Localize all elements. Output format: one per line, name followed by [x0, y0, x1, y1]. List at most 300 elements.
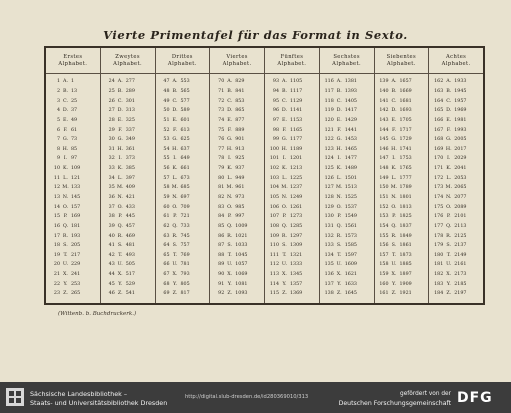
sheet-number: 53: [163, 137, 170, 143]
alphabet-column: [320, 48, 375, 303]
table-row: [156, 251, 210, 260]
signature-letter: N.: [62, 195, 69, 200]
page-number: 601: [180, 117, 190, 123]
table-row: [375, 87, 429, 96]
page-number: 481: [125, 243, 135, 249]
signature-letter: Z.: [336, 291, 342, 297]
table-row: [210, 193, 264, 202]
page-number: 1153: [290, 117, 303, 123]
sheet-number: 170: [434, 156, 444, 162]
sheet-number: 119: [324, 108, 334, 114]
table-row: [156, 164, 210, 173]
signature-letter: Q.: [62, 223, 69, 229]
signature-letter: Z.: [391, 291, 397, 297]
signature-letter: A.: [117, 79, 123, 85]
sheet-number: 167: [434, 127, 444, 133]
signature-letter: D.: [117, 108, 123, 114]
page-number: 1729: [399, 137, 412, 143]
table-row: [375, 154, 429, 163]
table-row: [429, 174, 483, 183]
signature-letter: L.: [172, 175, 178, 181]
signature-letter: K.: [172, 166, 178, 172]
library-name-line-1[interactable]: Sächsische Landesbibliothek –: [30, 390, 128, 398]
page-number: 313: [125, 108, 135, 114]
signature-letter: H.: [226, 146, 233, 152]
alphabet-column: [46, 48, 101, 303]
table-row: [210, 145, 264, 154]
slub-logo-icon[interactable]: [6, 388, 24, 406]
table-row: [375, 164, 429, 173]
signature-letter: C.: [62, 98, 69, 104]
page-number: 1945: [454, 88, 467, 94]
signature-letter: A.: [172, 79, 178, 85]
permalink-url[interactable]: http://digital.slub-dresden.de/id280369010/313: [185, 394, 309, 400]
table-row: [101, 164, 155, 173]
sheet-number: 174: [434, 195, 444, 200]
signature-letter: P.: [63, 214, 68, 220]
sheet-number: 21: [53, 272, 60, 278]
sheet-number: 41: [108, 243, 115, 249]
column-header-ordinal: Achtes: [446, 53, 467, 60]
table-row: [101, 126, 155, 135]
sheet-number: 121: [324, 127, 334, 133]
signature-letter: D.: [446, 108, 452, 114]
sheet-number: 109: [269, 233, 279, 239]
sheet-number: 28: [108, 117, 115, 123]
sheet-number: 96: [272, 108, 279, 114]
page-number: 1717: [399, 127, 412, 133]
table-row: [429, 87, 483, 96]
sheet-number: 172: [434, 175, 444, 181]
signature-letter: B.: [281, 88, 288, 94]
signature-letter: H.: [281, 146, 288, 152]
page-number: 169: [71, 214, 81, 220]
table-row: [265, 77, 319, 86]
signature-letter: L.: [282, 175, 287, 181]
alphabet-column: [156, 48, 211, 303]
signature-letter: O.: [336, 204, 342, 210]
signature-letter: K.: [391, 166, 397, 172]
table-row: [210, 116, 264, 125]
table-row: [46, 193, 100, 202]
table-row: [320, 77, 374, 86]
table-row: [46, 106, 100, 115]
sheet-number: 52: [163, 127, 170, 133]
page-number: 1921: [399, 291, 412, 297]
table-row: [265, 280, 319, 289]
page-number: 745: [180, 233, 190, 239]
page-number: 2101: [454, 214, 467, 220]
table-row: [101, 174, 155, 183]
table-row: [101, 77, 155, 86]
table-row: [156, 289, 210, 298]
signature-letter: A.: [282, 79, 287, 85]
table-row: [265, 154, 319, 163]
signature-letter: F.: [282, 127, 287, 133]
sheet-number: 24: [108, 79, 115, 85]
table-row: [375, 77, 429, 86]
page-number: 649: [180, 156, 190, 162]
table-row: [101, 241, 155, 250]
table-row: [375, 241, 429, 250]
table-row: [46, 270, 100, 279]
signature-letter: T.: [337, 252, 342, 258]
sheet-number: 153: [379, 214, 389, 220]
column-body: [429, 74, 483, 303]
page-number: 673: [180, 175, 190, 181]
signature-letter: H.: [172, 146, 178, 152]
table-row: [320, 232, 374, 241]
table-row: [265, 260, 319, 269]
table-row: [156, 106, 210, 115]
table-row: [375, 289, 429, 298]
sheet-number: 140: [379, 88, 389, 94]
table-row: [46, 97, 100, 106]
table-row: [46, 222, 100, 231]
signature-letter: G.: [391, 137, 397, 143]
page-number: 973: [235, 195, 245, 200]
page-number: 1033: [235, 243, 248, 249]
signature-letter: U.: [117, 262, 123, 268]
table-row: [265, 135, 319, 144]
page-number: 97: [71, 156, 78, 162]
page-number: 1537: [344, 204, 357, 210]
signature-letter: I.: [392, 156, 396, 162]
page-number: 1825: [399, 214, 412, 220]
signature-letter: O.: [172, 204, 178, 210]
table-row: [375, 106, 429, 115]
signature-letter: U.: [446, 262, 452, 268]
sheet-number: 113: [269, 272, 279, 278]
table-row: [101, 116, 155, 125]
table-row: [375, 203, 429, 212]
table-row: [46, 251, 100, 260]
page-number: 73: [71, 137, 78, 143]
column-header: [265, 48, 319, 74]
table-row: [429, 222, 483, 231]
page-number: 1009: [235, 223, 248, 229]
signature-letter: K.: [117, 166, 123, 172]
sheet-number: 80: [218, 175, 225, 181]
table-row: [156, 203, 210, 212]
table-row: [156, 193, 210, 202]
signature-letter: H.: [445, 146, 452, 152]
page-number: 1621: [344, 272, 357, 278]
sheet-number: 71: [218, 88, 225, 94]
table-row: [101, 145, 155, 154]
signature-letter: P.: [173, 214, 177, 220]
viewer-footer: [0, 382, 511, 413]
page-number: 817: [180, 291, 190, 297]
sheet-number: 146: [379, 146, 389, 152]
page-number: 1741: [399, 146, 412, 152]
sheet-number: 67: [163, 272, 170, 278]
signature-letter: G.: [172, 137, 178, 143]
signature-letter: A.: [446, 79, 452, 85]
table-row: [210, 135, 264, 144]
table-row: [320, 164, 374, 173]
sheet-number: 64: [163, 243, 170, 249]
page-number: 2173: [454, 272, 467, 278]
signature-letter: D.: [281, 108, 288, 114]
signature-letter: U.: [281, 262, 288, 268]
page-number: 877: [235, 117, 245, 123]
sheet-number: 43: [108, 262, 115, 268]
signature-letter: C.: [172, 98, 178, 104]
column-header-label: Alphabet.: [113, 60, 143, 67]
sheet-number: 40: [108, 233, 115, 239]
page-number: 1705: [399, 117, 412, 123]
page-number: 1453: [344, 137, 357, 143]
sheet-number: 117: [324, 88, 334, 94]
table-row: [375, 116, 429, 125]
sheet-number: 129: [324, 204, 334, 210]
signature-letter: X.: [336, 272, 342, 278]
page-number: 2005: [454, 137, 467, 143]
signature-letter: H.: [117, 146, 124, 152]
page-number: 49: [71, 117, 78, 123]
page-number: 349: [125, 137, 135, 143]
table-row: [156, 270, 210, 279]
sheet-number: 183: [434, 281, 444, 287]
page-number: 1021: [235, 233, 248, 239]
table-row: [320, 251, 374, 260]
sheet-number: 42: [108, 252, 115, 258]
signature-letter: K.: [227, 166, 233, 172]
table-row: [375, 135, 429, 144]
table-row: [265, 289, 319, 298]
table-row: [156, 77, 210, 86]
signature-letter: M.: [445, 185, 452, 191]
signature-letter: Z.: [63, 291, 68, 297]
page-number: 145: [71, 195, 81, 200]
signature-letter: T.: [118, 252, 123, 258]
sheet-number: 94: [272, 88, 279, 94]
page-number: 1813: [399, 204, 412, 210]
signature-letter: M.: [336, 185, 343, 191]
signature-letter: B.: [446, 88, 452, 94]
table-row: [46, 203, 100, 212]
page-number: 1129: [290, 98, 303, 104]
signature-letter: Q.: [446, 223, 452, 229]
sheet-number: 10: [53, 166, 60, 172]
signature-letter: Z.: [227, 291, 233, 297]
signature-letter: N.: [117, 195, 123, 200]
page-number: 2089: [454, 204, 467, 210]
signature-letter: D.: [172, 108, 178, 114]
page-number: 1213: [290, 166, 303, 172]
signature-letter: I.: [228, 156, 232, 162]
sheet-number: 155: [379, 233, 389, 239]
page-number: 733: [180, 223, 190, 229]
signature-letter: C.: [391, 98, 397, 104]
table-row: [265, 241, 319, 250]
sheet-number: 16: [53, 223, 60, 229]
sheet-number: 104: [269, 185, 279, 191]
table-row: [375, 270, 429, 279]
page-number: 1969: [454, 108, 467, 114]
sheet-number: 78: [218, 156, 225, 162]
sheet-number: 160: [379, 281, 389, 287]
table-row: [101, 135, 155, 144]
page-number: 1489: [344, 166, 357, 172]
signature-letter: L.: [391, 175, 397, 181]
page-number: 949: [235, 175, 245, 181]
sheet-number: 49: [163, 98, 170, 104]
signature-letter: F.: [63, 127, 68, 133]
page-number: 2041: [454, 166, 467, 172]
signature-letter: Q.: [117, 223, 123, 229]
signature-letter: N.: [446, 195, 452, 200]
signature-letter: Q.: [172, 223, 178, 229]
table-row: [210, 203, 264, 212]
sheet-number: 48: [163, 88, 170, 94]
signature-letter: L.: [446, 175, 452, 181]
table-row: [429, 241, 483, 250]
page-number: 757: [180, 243, 190, 249]
page-number: 1345: [290, 272, 303, 278]
signature-letter: K.: [446, 166, 452, 172]
table-row: [210, 183, 264, 192]
signature-letter: R.: [172, 233, 178, 239]
page-number: 901: [235, 137, 245, 143]
sheet-number: 159: [379, 272, 389, 278]
signature-letter: Z.: [172, 291, 178, 297]
table-row: [156, 116, 210, 125]
signature-letter: M.: [281, 185, 288, 191]
sheet-number: 176: [434, 214, 444, 220]
table-row: [101, 212, 155, 221]
table-row: [265, 106, 319, 115]
table-row: [156, 97, 210, 106]
dfg-logo-icon[interactable]: DFG: [457, 390, 493, 406]
table-row: [429, 270, 483, 279]
sheet-number: 57: [163, 175, 170, 181]
signature-letter: X.: [446, 272, 452, 278]
alphabet-column: [101, 48, 156, 303]
table-row: [320, 87, 374, 96]
page-number: 1117: [290, 88, 303, 94]
signature-letter: R.: [62, 233, 69, 239]
page-number: 1681: [399, 98, 412, 104]
sheet-number: 55: [163, 156, 170, 162]
table-row: [210, 260, 264, 269]
table-row: [210, 77, 264, 86]
page-number: 2017: [454, 146, 467, 152]
sheet-number: 124: [324, 156, 334, 162]
signature-letter: U.: [391, 262, 397, 268]
alphabet-column: [265, 48, 320, 303]
sheet-number: 173: [434, 185, 444, 191]
column-header-label: Alphabet.: [167, 60, 197, 67]
sheet-number: 137: [324, 281, 334, 287]
page-number: 1141: [290, 108, 303, 114]
signature-letter: K.: [336, 166, 342, 172]
column-body: [375, 74, 429, 303]
sheet-number: 72: [218, 98, 225, 104]
page-number: 1429: [344, 117, 357, 123]
sheet-number: 158: [379, 262, 389, 268]
sheet-number: 13: [53, 195, 60, 200]
column-body: [210, 74, 264, 303]
sheet-number: 91: [218, 281, 225, 287]
page-number: 661: [180, 166, 190, 172]
sheet-number: 156: [379, 243, 389, 249]
sheet-number: 101: [269, 156, 279, 162]
sheet-number: 38: [108, 214, 115, 220]
page-number: 637: [180, 146, 190, 152]
page-number: 1357: [290, 281, 303, 287]
column-header: [375, 48, 429, 74]
sheet-number: 164: [434, 98, 444, 104]
sheet-number: 145: [379, 137, 389, 143]
table-row: [320, 145, 374, 154]
table-row: [375, 126, 429, 135]
signature-letter: C.: [281, 98, 288, 104]
signature-letter: R.: [117, 233, 123, 239]
sheet-number: 85: [218, 223, 225, 229]
signature-letter: B.: [172, 88, 178, 94]
sheet-number: 95: [272, 98, 279, 104]
signature-letter: A.: [391, 79, 397, 85]
page-number: 613: [180, 127, 190, 133]
sheet-number: 6: [56, 127, 60, 133]
signature-letter: R.: [227, 233, 233, 239]
table-row: [265, 193, 319, 202]
column-header-label: Alphabet.: [332, 60, 362, 67]
sheet-number: 23: [53, 291, 60, 297]
sheet-number: 150: [379, 185, 389, 191]
page-number: 493: [125, 252, 135, 258]
signature-letter: Q.: [391, 223, 397, 229]
sheet-number: 93: [272, 79, 279, 85]
sheet-number: 115: [269, 291, 279, 297]
table-row: [320, 270, 374, 279]
table-row: [46, 87, 100, 96]
signature-letter: M.: [226, 185, 233, 191]
page-number: 1849: [399, 233, 412, 239]
table-row: [375, 183, 429, 192]
signature-letter: K.: [62, 166, 69, 172]
signature-letter: T.: [172, 252, 178, 258]
page-number: 805: [180, 281, 190, 287]
signature-letter: X.: [117, 272, 123, 278]
sheet-number: 62: [163, 223, 170, 229]
sheet-number: 148: [379, 166, 389, 172]
table-row: [210, 97, 264, 106]
page-number: 1789: [399, 185, 412, 191]
table-row: [429, 193, 483, 202]
column-body: [101, 74, 155, 303]
page-number: 37: [71, 108, 78, 114]
sheet-number: 8: [56, 146, 60, 152]
sheet-number: 54: [163, 146, 170, 152]
page-number: 1549: [344, 214, 357, 220]
table-row: [101, 87, 155, 96]
signature-letter: C.: [227, 98, 233, 104]
sheet-number: 131: [324, 223, 334, 229]
column-header-ordinal: Sechstes: [333, 53, 360, 60]
signature-letter: Y.: [227, 281, 232, 287]
sheet-number: 19: [53, 252, 60, 258]
table-row: [265, 87, 319, 96]
page-number: 1393: [344, 88, 357, 94]
table-row: [429, 203, 483, 212]
sheet-number: 35: [108, 185, 115, 191]
sheet-number: 122: [324, 137, 334, 143]
library-name-line-2[interactable]: Staats- und Universitätsbibliothek Dresden: [30, 399, 168, 407]
page-number: 589: [180, 108, 190, 114]
